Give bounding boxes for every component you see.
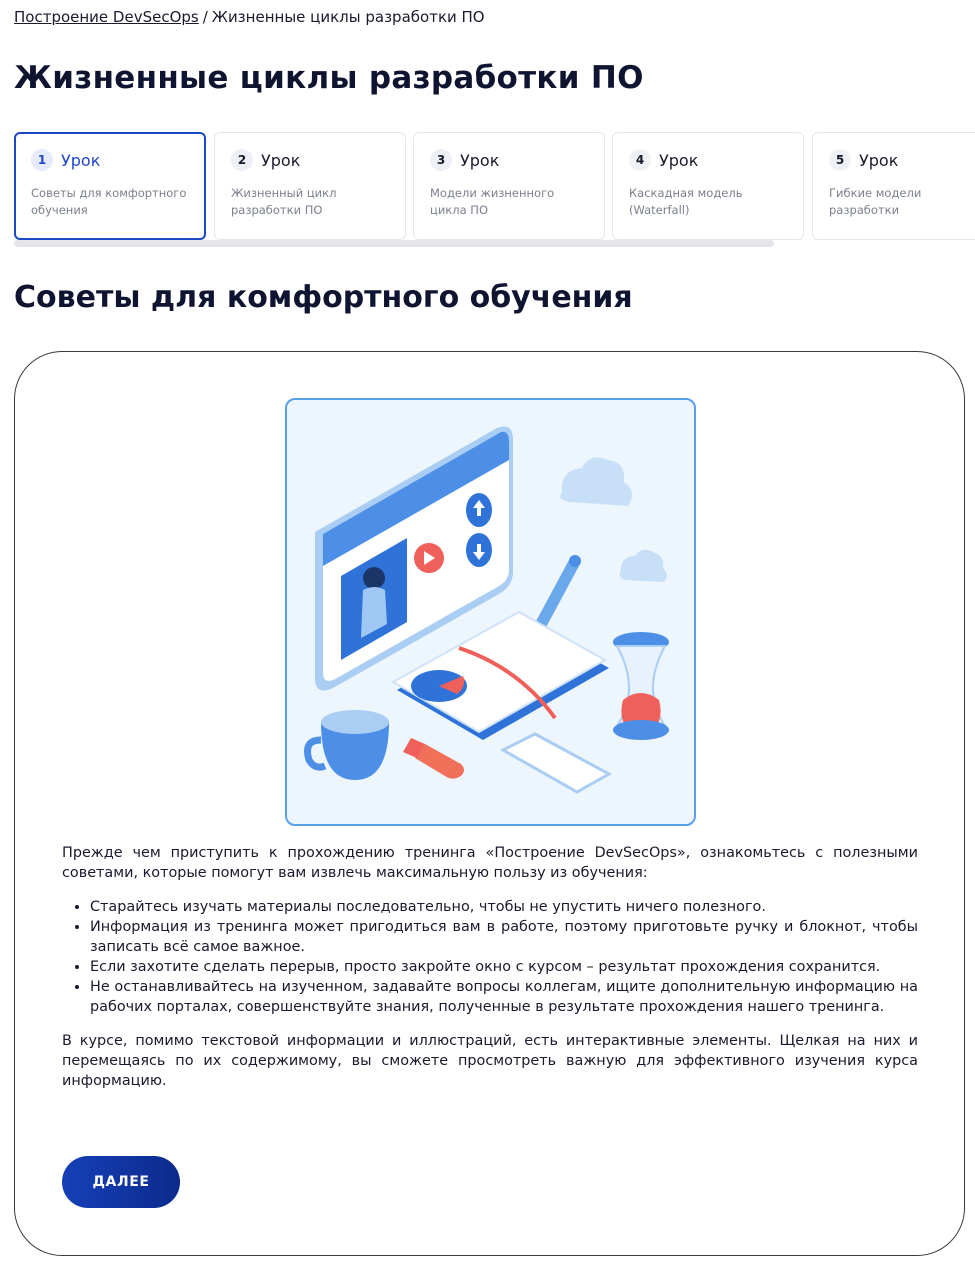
lesson-card-3[interactable]: [413, 132, 605, 240]
tablet-icon: [503, 734, 609, 792]
lesson-description: Гибкие модели разработки: [829, 186, 922, 217]
outro-paragraph: В курсе, помимо текстовой информации и иллюстраций, есть интерактивные элементы. Щелкая на них и перемещаясь по их содержимому, вы сможете просмотреть важную для эффективного изучения курса информацию.: [62, 1033, 918, 1089]
lesson-label: Урок: [61, 150, 101, 170]
lesson-description: Жизненный цикл разработки ПО: [231, 186, 337, 217]
section-title: Советы для комфортного обучения: [14, 280, 633, 315]
lesson-label: Урок: [460, 150, 500, 170]
lesson-card-2[interactable]: [214, 132, 406, 240]
lesson-card-4[interactable]: [612, 132, 804, 240]
tip-item: • Информация из тренинга может пригодиться вам в работе, поэтому приготовьте ручку и блокнот, чтобы записать всё самое важное.: [90, 917, 918, 957]
lesson-card-5[interactable]: [812, 132, 975, 240]
breadcrumb: [14, 8, 485, 26]
lesson-number-badge: 5: [829, 149, 851, 171]
hourglass-icon: [613, 632, 669, 740]
lesson-number-badge: 3: [430, 149, 452, 171]
cloud-icon: [560, 457, 632, 506]
tip-item: • Старайтесь изучать материалы последовательно, чтобы не упустить ничего полезного.: [90, 897, 918, 917]
usb-drive-icon: [403, 738, 464, 779]
lesson-label: Урок: [659, 150, 699, 170]
cloud-icon: [620, 550, 667, 582]
lesson-description: Модели жизненного цикла ПО: [430, 186, 555, 217]
lesson-content-card: [14, 351, 965, 1256]
lesson-label: Урок: [261, 150, 301, 170]
lesson-description: Каскадная модель (Waterfall): [629, 186, 743, 217]
cup-icon: [308, 710, 390, 780]
tips-list: [90, 897, 918, 1017]
tip-item: • Не останавливайтесь на изученном, задавайте вопросы коллегам, ищите дополнительную информацию на рабочих порталах, совершенствуйте знания, полученные в результате прохождения нашего тренинга.: [90, 977, 918, 1017]
lesson-illustration: [285, 398, 696, 826]
lesson-number-badge: 2: [231, 149, 253, 171]
breadcrumb-parent-link[interactable]: Построение DevSecOps: [14, 8, 199, 26]
lesson-description: Советы для комфортного обучения: [31, 186, 187, 217]
lesson-card-1[interactable]: [14, 132, 206, 240]
lesson-text: [62, 843, 918, 1091]
lesson-carousel: [14, 132, 975, 242]
lesson-label: Урок: [859, 150, 899, 170]
next-button[interactable]: ДАЛЕЕ: [62, 1156, 180, 1208]
lesson-number-badge: 4: [629, 149, 651, 171]
breadcrumb-separator: /: [202, 8, 208, 26]
page-title: Жизненные циклы разработки ПО: [14, 60, 644, 96]
lesson-number-badge: 1: [31, 149, 53, 171]
intro-paragraph: Прежде чем приступить к прохождению тренинга «Построение DevSecOps», ознакомьтесь с полезными советами, которые помогут вам извлечь максимальную пользу из обучения:: [62, 845, 918, 881]
breadcrumb-current: Жизненные циклы разработки ПО: [211, 8, 485, 26]
carousel-scrollbar[interactable]: [14, 240, 774, 247]
tip-item: • Если захотите сделать перерыв, просто закройте окно с курсом – результат прохождения сохранится.: [90, 957, 918, 977]
